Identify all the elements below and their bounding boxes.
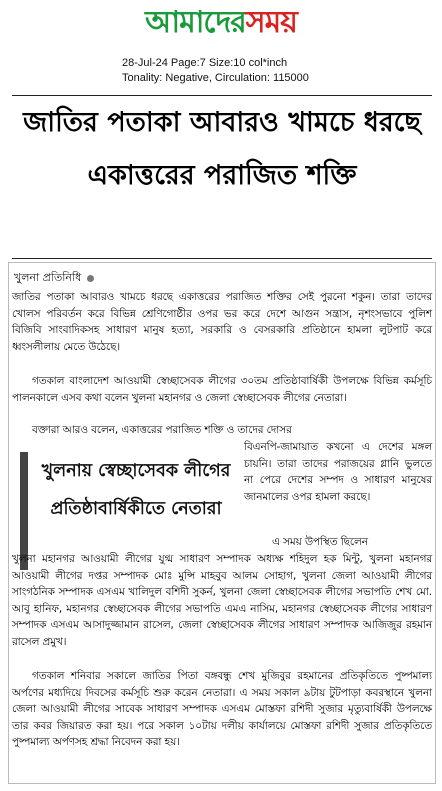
paragraph-3-start: বক্তারা আরও বলেন, একাত্তরের পরাজিত শক্তি ও তাদের দোসর — [32, 424, 292, 436]
masthead-logo — [0, 4, 442, 46]
paragraph-5: গতকাল শনিবার সকালে জাতির পিতা বঙ্গবন্ধু শেখ মুজিবুর রহমানের প্রতিকৃতিতে পুষ্পমাল্য অর্পণের মধ্যদিয়ে দিবসের কর্মসূচি শুরু করেন নেতারা। এ সময় সকাল ৯টায় টুটপাড়া কবরস্থানে খুলনা জেলা আওয়ামী লীগের সাবেক সাধারণ সম্পাদক এসএম মোস্তফা রশিদী সুজার মৃত্যুবার্ষিকী উপলক্ষে তার কবর জিয়ারত করা হয়। পরে সকাল ১০টায় দলীয় কার্যালয়ে মোস্তফা রশিদী সুজার প্রতিকৃতিতে পুষ্পমাল্য অর্পণসহ শ্রদ্ধা নিবেদন করা হয়। — [12, 670, 432, 749]
paragraph-4: খুলনা মহানগর আওয়ামী লীগের যুগ্ম সাধারণ সম্পাদক অধ্যক্ষ শহিদুল হক মিন্টু, খুলনা মহানগর আওয়ামী লীগের দপ্তর সম্পাদক মোঃ মুন্সি মাহবুব আলম সোহাগ, খুলনা জেলা আওয়ামী লীগের সাংগঠনিক সম্পাদক এসএম খালিদুল বশিদী সুকর্ন, খুলনা জেলা স্বেচ্ছাসেবক লীগের সভাপতি শেখ মো. আবু হানিফ, মহানগর স্বেচ্ছাসেবক লীগের সভাপতি এমএ নাসিম, মহানগর স্বেচ্ছাসেবক লীগের সাধারণ সম্পাদক এসএম আসাদুজ্জামান রাসেল, জেলা স্বেচ্ছাসেবক লীগের সাধারণ সম্পাদক আজিজুর রহমান রাসেল প্রমুখ। — [12, 553, 432, 648]
byline — [14, 271, 94, 285]
paragraph-2: গতকাল বাংলাদেশ আওয়ামী স্বেচ্ছাসেবক লীগের ৩০তম প্রতিষ্ঠাবার্ষিকী উপলক্ষে বিভিন্ন কর্মসূচি পালনকালে এসব কথা বলেন খুলনা মহানগর ও জেলা স্বেচ্ছাসেবক লীগের নেতারা। — [12, 375, 432, 404]
masthead-part1: আমাদের — [145, 5, 246, 40]
meta-line1: 28-Jul-24 Page:7 Size:10 col*inch — [122, 57, 288, 69]
clipping-meta — [122, 56, 309, 86]
byline-dot-icon — [87, 275, 94, 282]
masthead-part2: সময় — [245, 5, 297, 40]
paragraph-4-start: এ সময় উপস্থিত ছিলেন — [272, 536, 368, 548]
divider-mid — [12, 258, 432, 259]
paragraph-3-cont: বিএনপি-জামায়াত কখনো এ দেশের মঙ্গল চায়নি। তারা তাদের পরাজয়ের গ্লানি ভুলতে না পেরে দেশের সম্পদ ও সাধারণ মানুষের জানমালের ওপর হামলা করছে। — [244, 441, 432, 503]
paragraph-1: জাতির পতাকা আবারও খামচে ধরছে একাত্তরের পরাজিত শক্তির সেই পুরনো শকুন। তারা তাদের খোলস পরিবর্তন করে বিভিন্ন শ্রেণিগোষ্ঠীর ওপর ভর করে দেশে আগুন সন্ত্রাস, নৃশংসভাবে পুলিশ বিজিবি সাংবাদিকসহ সাধারণ মানুষ হত্যা, সরকারি ও বেসরকারি প্রতিষ্ঠানে হামলা লুটপাট করে ধ্বংসলীলায় মেতে উঠেছে। — [12, 291, 432, 353]
byline-text: খুলনা প্রতিনিধি — [14, 271, 82, 284]
headline: জাতির পতাকা আবারও খামচে ধরছে একাত্তরের পরাজিত শক্তি — [23, 107, 421, 191]
meta-line2: Tonality: Negative, Circulation: 115000 — [122, 72, 309, 84]
pull-quote-text: খুলনায় স্বেচ্ছাসেবক লীগের প্রতিষ্ঠাবার্ষিকীতে নেতারা — [41, 461, 231, 519]
